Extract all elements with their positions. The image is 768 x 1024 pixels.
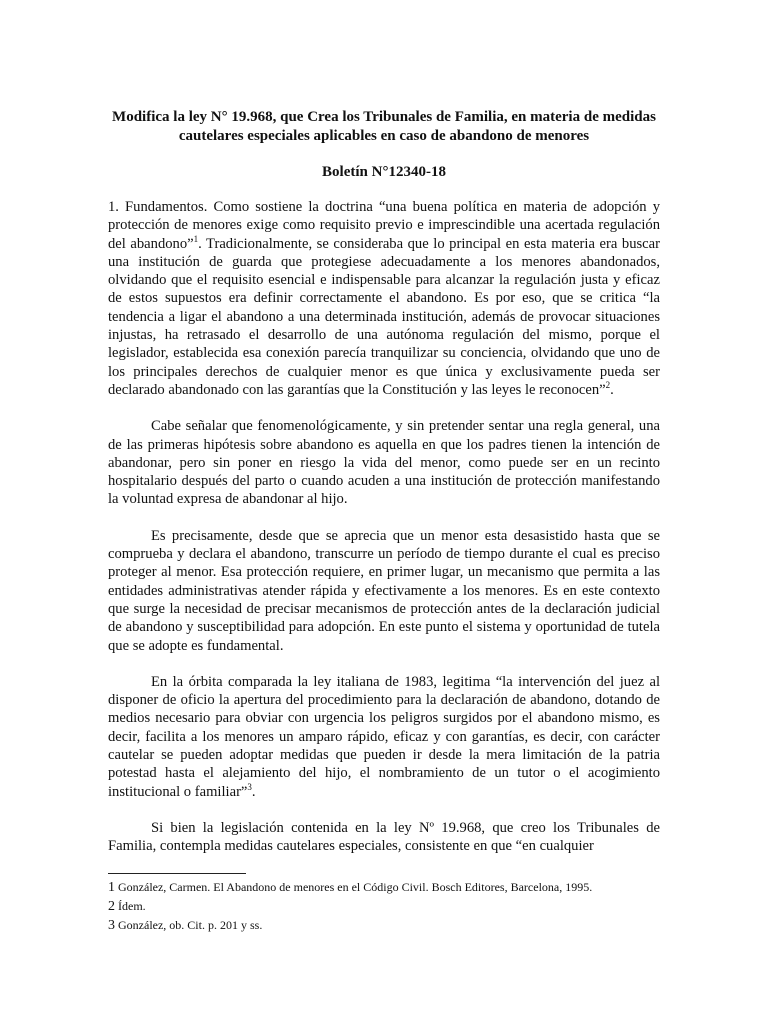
boletin-number: Boletín N°12340-18 <box>322 164 446 180</box>
footnote-ref-1: 1 <box>193 233 199 244</box>
footnote-text: Ídem. <box>115 899 146 913</box>
footnote-2 <box>108 897 660 916</box>
title-line-2: cautelares especiales aplicables en caso de abandono de menores <box>178 128 590 144</box>
footnote-3 <box>108 916 660 935</box>
paragraph-fundamentos <box>108 198 660 399</box>
paragraph-text: . <box>251 783 256 800</box>
document-title <box>108 108 660 146</box>
footnotes <box>108 878 660 935</box>
paragraph-proteccion: Es precisamente, desde que se aprecia que un menor esta desasistido hasta que se comprueba y declara el abandono, transcurre un período de tiempo durante el cual es preciso proteger al menor. Esa protección requiere, en primer lugar, un mecanismo que permita a las entidades administrativas atender rápida y efectivamente a los menores. Es en este contexto que surge la necesidad de precisar mecanismos de protección antes de la declaración judicial de abandono y susceptibilidad para adopción. En este punto el sistema y oportunidad de tutela que se adopte es fundamental. <box>108 527 660 654</box>
footnote-number: 1 <box>108 880 115 895</box>
paragraph-ley-19968: Si bien la legislación contenida en la ley Nº 19.968, que creo los Tribunales de Familia, contempla medidas cautelares especiales, consistente en que “en cualquier <box>108 819 660 855</box>
footnote-ref-2: 2 <box>605 380 611 391</box>
document-page <box>108 108 660 856</box>
footnote-text: González, ob. Cit. p. 201 y ss. <box>115 918 263 932</box>
paragraph-text: En la órbita comparada la ley italiana de 1983, legitima “la intervención del juez al disponer de oficio la apertura del procedimiento para la declaración de abandono, dotando de medios necesario para obviar con urgencia los peligros surgidos por el abandono mismo, es decir, facilita a los menores un amparo rápido, eficaz y con garantías, es decir, con carácter cautelar se pueden adoptar medidas que pueden ir desde la mera limitación de la patria potestad hasta el alejamiento del hijo, el nombramiento de un tutor o el acogimiento institucional o familiar” <box>108 673 660 800</box>
footnote-1 <box>108 878 660 897</box>
title-line-1: Modifica la ley N° 19.968, que Crea los Tribunales de Familia, en materia de medidas <box>112 109 656 125</box>
paragraph-text: 1. Fundamentos. Como sostiene la doctrina “una buena política en materia de adopción y protección de menores exige como requisito previo e imprescindible una acertada regulación del abandono” <box>108 199 660 252</box>
paragraph-fenomenologia: Cabe señalar que fenomenológicamente, y sin pretender sentar una regla general, una de las primeras hipótesis sobre abandono es aquella en que los padres tienen la intención de abandonar, pero sin poner en riesgo la vida del menor, como puede ser en un recinto hospitalario después del parto o cuando acuden a una institución de protección manifestando la voluntad expresa de abandonar al hijo. <box>108 418 660 508</box>
footnote-number: 3 <box>108 918 115 933</box>
footnote-text: González, Carmen. El Abandono de menores en el Código Civil. Bosch Editores, Barcelona, 1995. <box>115 880 593 894</box>
footnote-ref-3: 3 <box>247 781 252 792</box>
paragraph-text: . <box>610 381 614 398</box>
footnote-separator <box>108 873 246 874</box>
paragraph-ley-italiana <box>108 673 660 801</box>
paragraph-text: . Tradicionalmente, se consideraba que lo principal en esta materia era buscar una institución de guarda que protegiese adecuadamente a los menores abandonados, olvidando que el requisito esencial e indispensable para alcanzar la regulación justa y eficaz de estos supuestos era definir correctamente el abandono. Es por eso, que se critica “la tendencia a ligar el abandono a una determinada institución, además de provocar situaciones injustas, ha retrasado el desarrollo de una autónoma regulación del mismo, porque el legislador, establecida esa conexión parecía tranquilizar su conciencia, olvidando que uno de los principales derechos de cualquier menor es que única y exclusivamente pueda ser declarado abandonado con las garantías que la Constitución y las leyes le reconocen” <box>108 235 660 398</box>
footnote-number: 2 <box>108 899 115 914</box>
